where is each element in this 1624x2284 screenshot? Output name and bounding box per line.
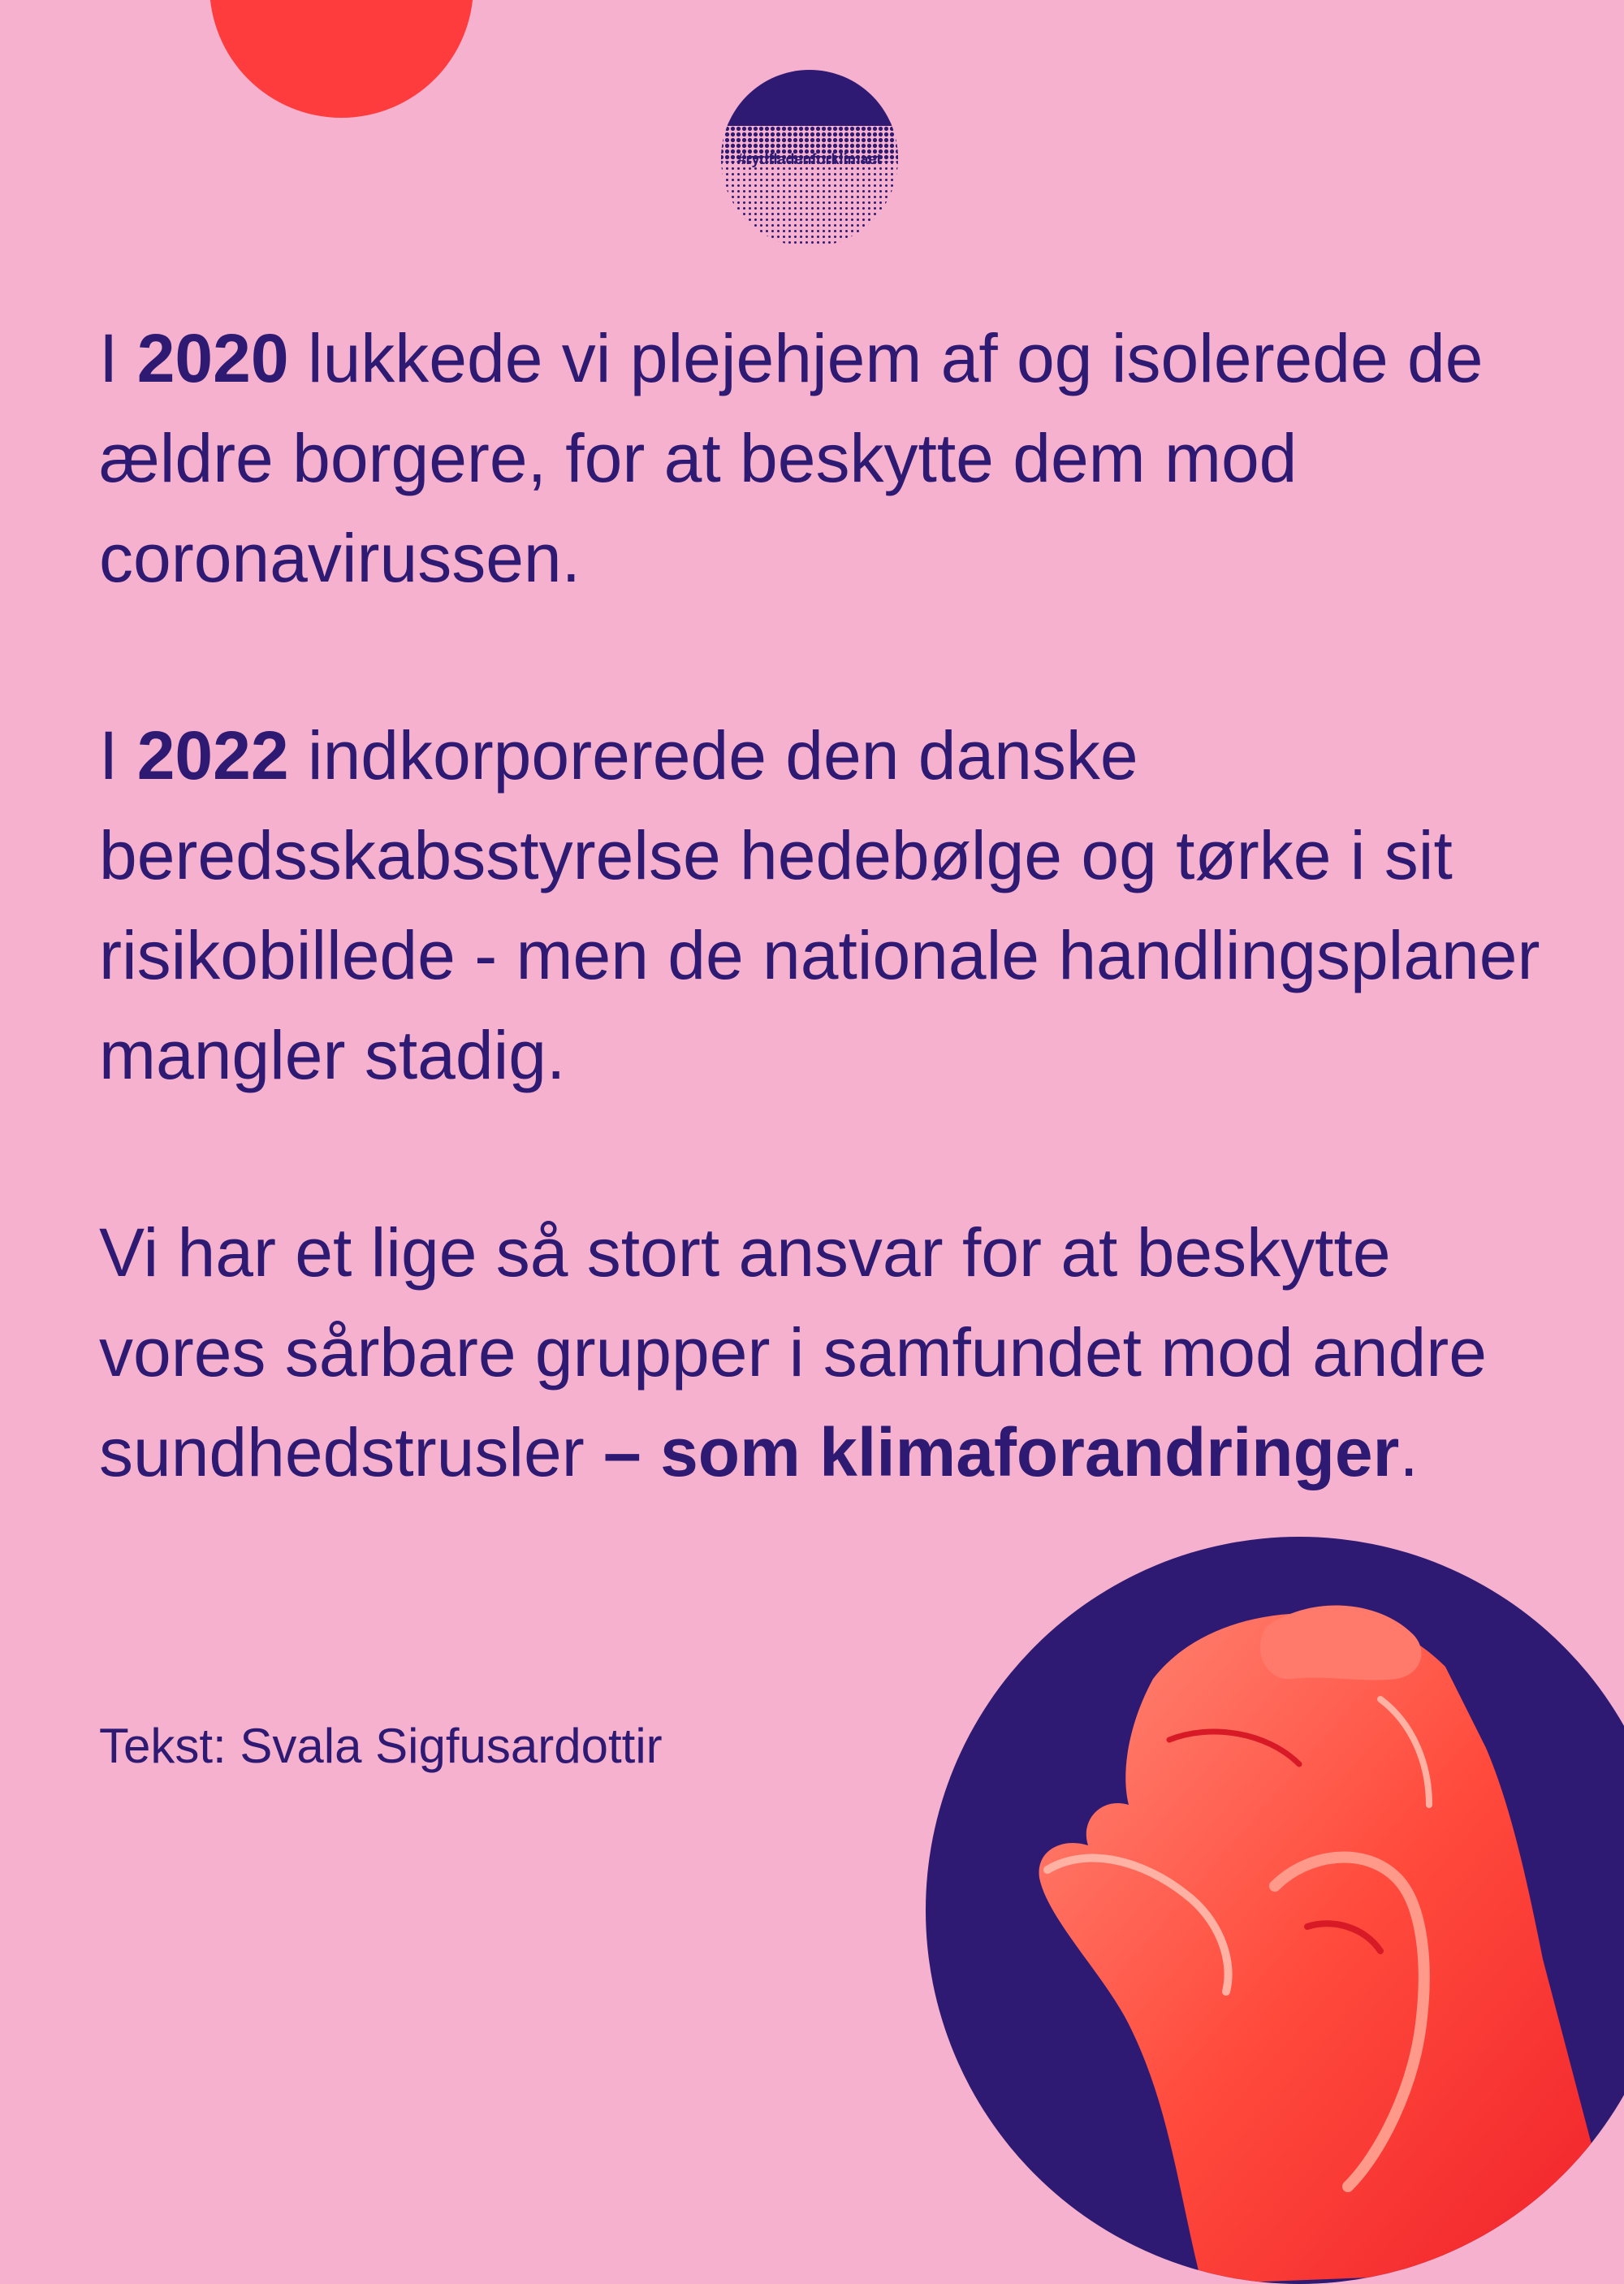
decorative-red-circle [209, 0, 473, 118]
clasped-hands-image [926, 1537, 1624, 2284]
main-text [99, 309, 1544, 1600]
paragraph-responsibility: Vi har et lige så stort ansvar for at beskytte vores sårbare grupper i samfundet mod andre sundhedstrusler – som klimaforandringer. [99, 1214, 1487, 1490]
hashtag-logo [719, 69, 901, 248]
halftone-circle-logo-icon [719, 69, 901, 248]
paragraph-2022: I 2022 indkorporerede den danske beredsskabsstyrelse hedebølge og tørke i sit risikobillede - men de nationale handlingsplaner mangler stadig. [99, 717, 1540, 1093]
logo-hashtag-text: #rydfladenforklimaet [737, 151, 882, 167]
year-2022: 2022 [136, 717, 289, 794]
year-2020: 2020 [136, 320, 289, 396]
paragraph-2020: I 2020 lukkede vi plejehjem af og isolerede de ældre borgere, for at beskytte dem mod coronavirussen. [99, 320, 1484, 596]
emphasis-climate: – som klimaforandringer [603, 1414, 1400, 1490]
author-credit: Tekst: Svala Sigfusardottir [99, 1719, 663, 1773]
